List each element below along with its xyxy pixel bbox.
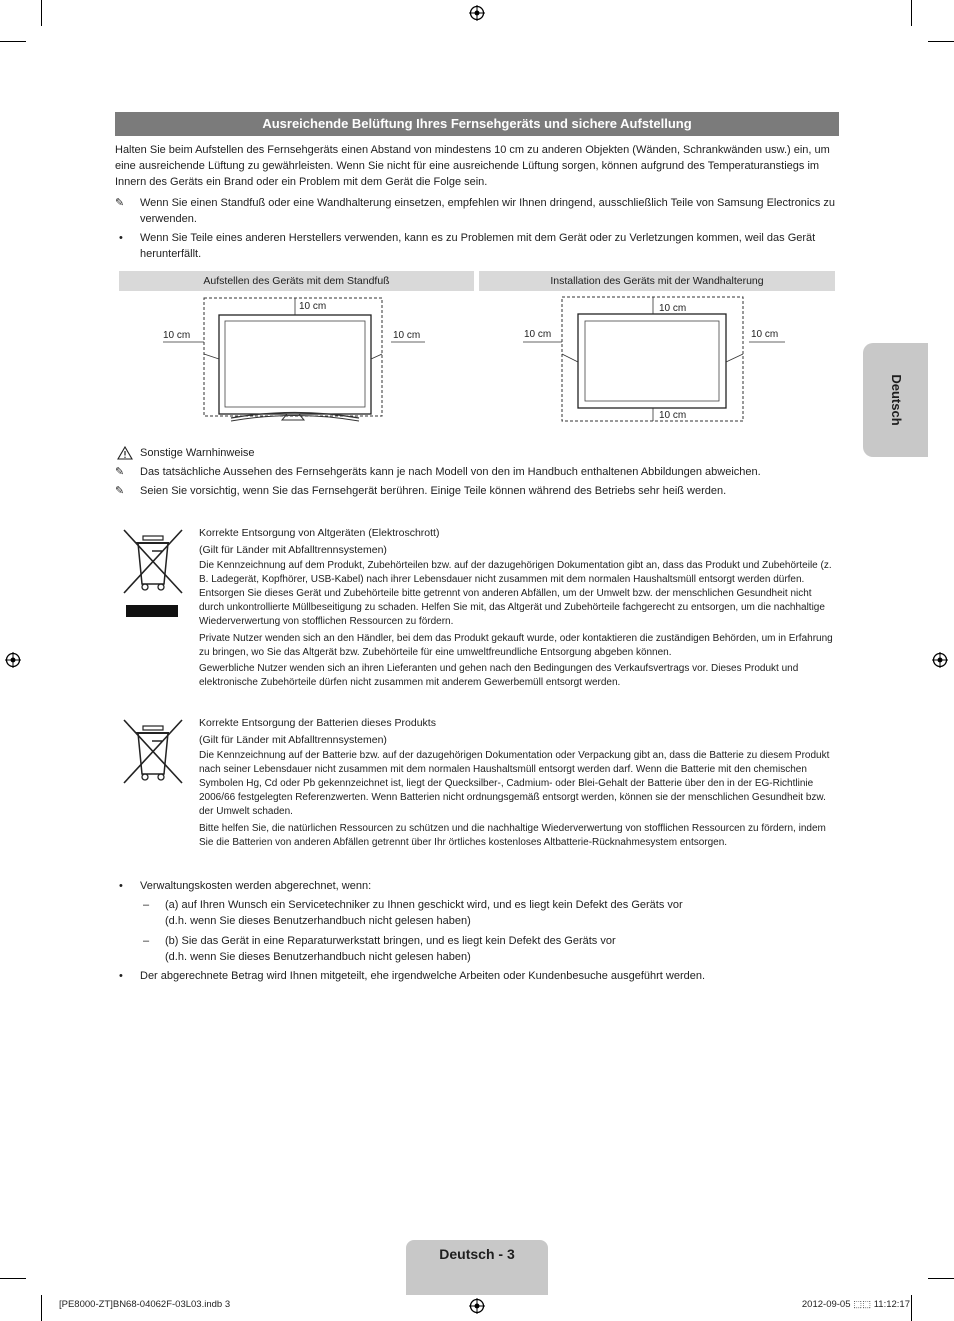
intro-paragraph: Halten Sie beim Aufstellen des Fernsehgeräts einen Abstand von mindestens 10 cm zu anderen Objekten (Wänden, Schrankwänden usw.) ein, um eine ausreichende Lüftung zu gewährleisten. Wenn Sie nicht für eine ausreichende Lüftung sorgen, können aufgrund des Temperaturanstiegs im Innern des Geräts ein Brand oder ein Problem mit dem Gerät die Folge sein. xyxy=(115,144,830,188)
registration-mark-icon xyxy=(469,5,485,21)
battery-disposal-block xyxy=(199,715,839,850)
battery-subtitle: (Gilt für Länder mit Abfalltrennsystemen) xyxy=(199,734,387,746)
warnings-title: Sonstige Warnhinweise xyxy=(140,447,255,459)
tv-wall-mount-diagram xyxy=(479,294,835,429)
bullet-icon: • xyxy=(119,880,123,892)
note-pencil-icon: ✎ xyxy=(115,197,125,209)
weee-paragraph: Private Nutzer wenden sich an den Händler, bei dem das Produkt gekauft wurde, oder kontaktieren die zuständigen Behörden, um in Erfahrung zu bringen, wo Sie das Altgerät bzw. Zubehörteile für eine umweltfreundliche Entsorgung abgeben können. xyxy=(199,633,833,658)
dimension-label-bottom: 10 cm xyxy=(659,410,687,421)
battery-paragraph: Bitte helfen Sie, die natürlichen Ressourcen zu schützen und die nachhaltige Wiederverwertung von stofflichen Ressourcen zu fördern, indem Sie die Batterien von anderen Abfällen getrennt über Ihr örtliches kostenloses Altbatterie-Rücknahmesystem entsorgen. xyxy=(199,823,826,848)
registration-mark-icon xyxy=(469,1298,485,1314)
battery-title: Korrekte Entsorgung der Batterien dieses Produkts xyxy=(199,717,436,729)
dimension-label-left: 10 cm xyxy=(163,330,191,341)
section-title: Ausreichende Belüftung Ihres Fernsehgeräts und sichere Aufstellung xyxy=(115,112,839,136)
page-number-tab xyxy=(406,1240,548,1295)
warning-icon xyxy=(117,446,133,460)
costs-bullet-text: Der abgerechnete Betrag wird Ihnen mitgeteilt, ehe irgendwelche Arbeiten oder Kundenbesuche ausgeführt werden. xyxy=(140,970,706,982)
note-text: Wenn Sie einen Standfuß oder eine Wandhalterung einsetzen, empfehlen wir Ihnen dringend, ausschließlich Teile von Samsung Electronics zu verwenden. xyxy=(140,197,836,225)
note-text: Das tatsächliche Aussehen des Fernsehgeräts kann je nach Modell von den im Handbuch enthaltenen Abbildungen abweichen. xyxy=(140,466,761,478)
note-item xyxy=(115,464,840,480)
battery-paragraph: Die Kennzeichnung auf der Batterie bzw. auf der dazugehörigen Dokumentation oder Verpackung gibt an, dass die Batterie zu diesem Produkt nach seiner Lebensdauer nicht zusammen mit dem normalen Haushaltsmüll entsorgt werden darf. Wenn die Batterie mit den chemischen Symbolen Hg, Cd oder Pb gekennzeichnet ist, liegt der Quecksilber-, Cadmium- oder Blei-Gehalt der Batterie über den in der EG-Richtlinie 2006/66 festgelegten Referenzwerten. Wenn Batterien nicht ordnungsgemäß entsorgt werden, können sie der menschlichen Gesundheit bzw. der Umwelt schaden. xyxy=(199,750,830,817)
side-tab-label: Deutsch xyxy=(888,374,904,426)
crossed-wheelie-bin-icon xyxy=(121,527,185,619)
figure-caption-stand: Aufstellen des Geräts mit dem Standfuß xyxy=(119,271,474,291)
dimension-label-top: 10 cm xyxy=(659,303,687,314)
weee-paragraph: Gewerbliche Nutzer wenden sich an ihren Lieferanten und gehen nach den Bedingungen des Verkaufsvertrags vor. Dieses Produkt und elektronische Zubehörteile dürfen nicht zusammen mit anderem Gewerbemüll entsorgt werden. xyxy=(199,663,799,688)
costs-case-b-line: (b) Sie das Gerät in eine Reparaturwerkstatt bringen, und es liegt kein Defekt des Geräts vor xyxy=(165,935,616,947)
dimension-label-right: 10 cm xyxy=(393,330,421,341)
dash-icon: – xyxy=(143,935,150,947)
registration-mark-icon xyxy=(5,652,21,668)
crossed-battery-bin-icon xyxy=(121,717,185,785)
weee-paragraph: Die Kennzeichnung auf dem Produkt, Zubehörteilen bzw. auf der dazugehörigen Dokumentation gibt an, dass das Produkt und Zubehörteile (z. B. Ladegerät, Kopfhörer, USB-Kabel) nach ihrer Lebensdauer nicht zusammen mit dem normalen Haushaltsmüll entsorgt werden dürfen. Entsorgen Sie dieses Gerät und Zubehörteile bitte getrennt von anderen Abfällen, um der Umwelt bzw. der menschlichen Gesundheit nicht durch unkontrollierte Müllbeseitigung zu schaden. Helfen Sie mit, das Altgerät und Zubehörteile fachgerecht zu entsorgen, um die nachhaltige Wiederverwertung von stofflichen Ressourcen zu fördern. xyxy=(199,560,832,627)
costs-bullet-text: Verwaltungskosten werden abgerechnet, wenn: xyxy=(140,880,372,892)
note-pencil-icon: ✎ xyxy=(115,466,125,478)
bullet-icon: • xyxy=(119,232,123,244)
dash-icon: – xyxy=(143,899,150,911)
tv-stand-diagram xyxy=(119,294,474,429)
weee-title: Korrekte Entsorgung von Altgeräten (Elektroschrott) xyxy=(199,527,440,539)
costs-case-a-line: (a) auf Ihren Wunsch ein Servicetechniker zu Ihnen geschickt wird, und es liegt kein Defekt des Geräts vor xyxy=(165,899,683,911)
footer-timestamp: 2012-09-05 ⬚⬚ 11:12:17 xyxy=(801,1299,910,1310)
costs-case-b-line: (d.h. wenn Sie dieses Benutzerhandbuch nicht gelesen haben) xyxy=(165,951,471,963)
costs-case-a-line: (d.h. wenn Sie dieses Benutzerhandbuch nicht gelesen haben) xyxy=(165,915,471,927)
bullet-item xyxy=(115,230,840,262)
registration-mark-icon xyxy=(932,652,948,668)
figure-caption-wall: Installation des Geräts mit der Wandhalterung xyxy=(479,271,835,291)
dimension-label-left: 10 cm xyxy=(524,329,552,340)
note-item xyxy=(115,195,840,227)
note-item xyxy=(115,483,840,499)
bullet-icon: • xyxy=(119,970,123,982)
page-number: Deutsch - 3 xyxy=(439,1246,515,1262)
note-pencil-icon: ✎ xyxy=(115,485,125,497)
costs-case-a xyxy=(165,897,835,929)
footer-file-info: [PE8000-ZT]BN68-04062F-03L03.indb 3 xyxy=(59,1299,231,1310)
note-text: Seien Sie vorsichtig, wenn Sie das Fernsehgerät berühren. Einige Teile können während des Betriebs sehr heiß werden. xyxy=(140,485,727,497)
weee-disposal-block xyxy=(199,525,839,690)
bullet-text: Wenn Sie Teile eines anderen Herstellers verwenden, kann es zu Problemen mit dem Gerät oder zu Verletzungen kommen, weil das Gerät herunterfällt. xyxy=(140,232,816,260)
dimension-label-top: 10 cm xyxy=(299,301,327,312)
language-side-tab xyxy=(863,343,928,457)
costs-case-b xyxy=(165,933,835,965)
dimension-label-right: 10 cm xyxy=(751,329,779,340)
weee-subtitle: (Gilt für Länder mit Abfalltrennsystemen) xyxy=(199,544,387,556)
